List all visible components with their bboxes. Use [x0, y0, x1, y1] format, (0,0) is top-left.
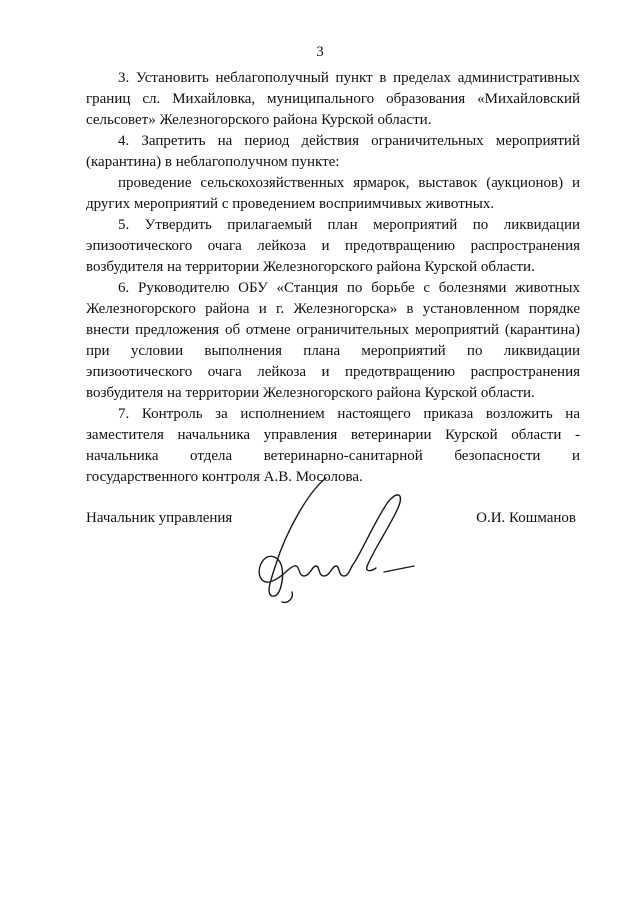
paragraph-item-3: 3. Установить неблагополучный пункт в пределах административных границ сл. Михайловка, муниципального образования «Михайловский сельсовет» Железногорского района Курской области.	[86, 70, 580, 128]
page-number: 3	[316, 44, 324, 60]
signatory-position: Начальник управления	[86, 510, 233, 526]
handwritten-signature	[248, 472, 418, 607]
paragraph-item-4-detail: проведение сельскохозяйственных ярмарок, выставок (аукционов) и других мероприятий с проведением восприимчивых животных.	[86, 175, 580, 212]
paragraph-item-4: 4. Запретить на период действия ограничительных мероприятий (карантина) в неблагополучном пункте:	[86, 133, 580, 170]
paragraph-item-5: 5. Утвердить прилагаемый план мероприятий по ликвидации эпизоотического очага лейкоза и предотвращению распространения возбудителя на территории Железногорского района Курской области.	[86, 217, 580, 275]
signature-block	[86, 510, 580, 610]
paragraph-item-7: 7. Контроль за исполнением настоящего приказа возложить на заместителя начальника управления ветеринарии Курской области - начальника отдела ветеринарно-санитарной безопасности и государственного контроля А.В. Мосолова.	[86, 406, 580, 485]
signatory-name: О.И. Кошманов	[476, 510, 576, 526]
order-body	[86, 68, 580, 488]
paragraph-item-6: 6. Руководителю ОБУ «Станция по борьбе с болезнями животных Железногорского района и г. Железногорска» в установленном порядке внести предложения об отмене ограничительных мероприятий (карантина) при условии выполнения плана мероприятий по ликвидации эпизоотического очага лейкоза и предотвращению распространения возбудителя на территории Железногорского района Курской области.	[86, 280, 580, 401]
